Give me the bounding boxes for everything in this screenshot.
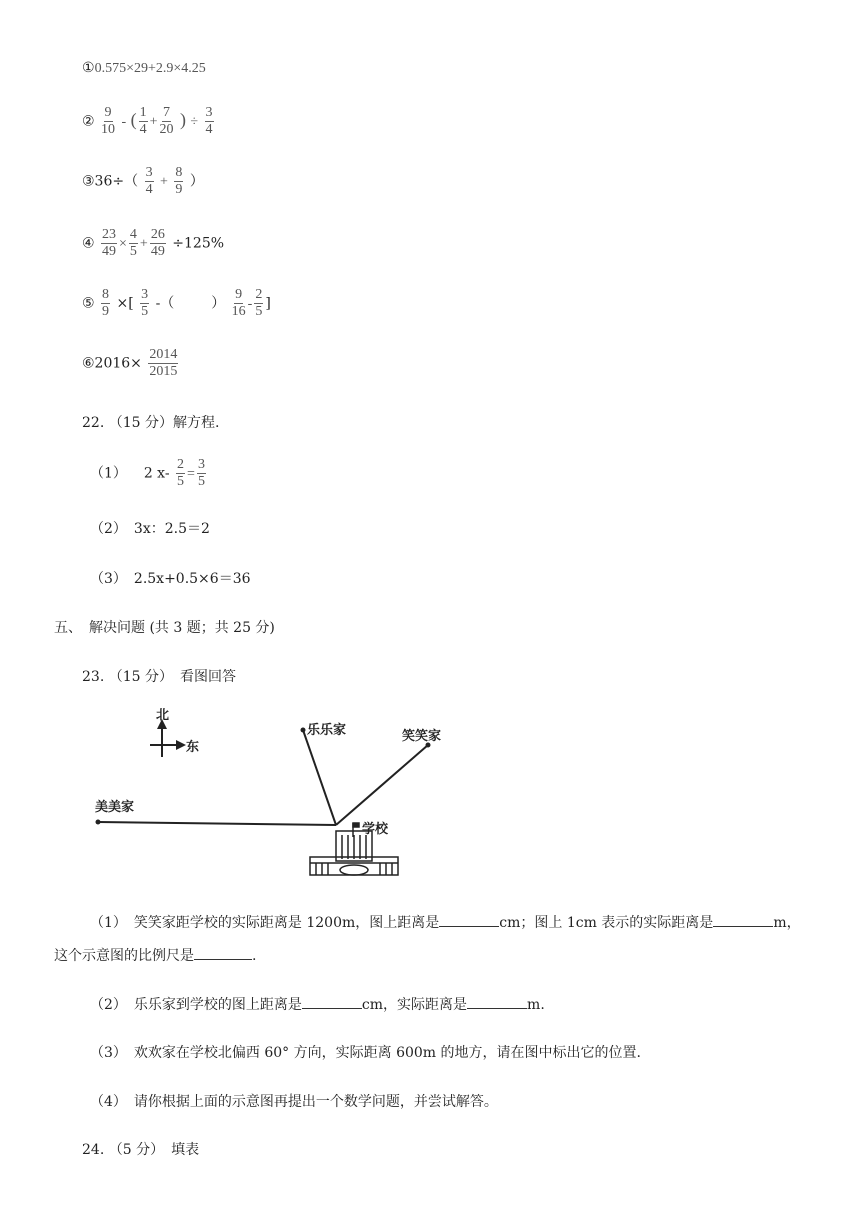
equation-3: （3） 2.5x+0.5×6＝36: [90, 571, 251, 587]
fraction: $\frac{7}{20}$: [159, 105, 174, 137]
equation-2: （2） 3x：2.5＝2: [90, 521, 210, 537]
paren: (: [130, 109, 137, 130]
equation-1: [90, 458, 208, 489]
problem-5: [82, 288, 271, 319]
operator: -: [247, 296, 253, 312]
bracket: ]: [265, 295, 271, 312]
operator: +: [149, 114, 158, 130]
fraction: $\frac{2}{5}$: [255, 287, 263, 319]
problem-3: [82, 166, 204, 197]
answer-blank[interactable]: [302, 996, 362, 1009]
subquestion-1: （1） 笑笑家距学校的实际距离是 1200m，图上距离是 cm；图上 1cm 表示的实际距离是 m，: [90, 915, 801, 931]
subquestion-4: （4） 请你根据上面的示意图再提出一个数学问题，并尝试解答。: [90, 1094, 498, 1110]
question-23-title: 23. （15 分） 看图回答: [82, 669, 236, 685]
route-lele: [303, 730, 336, 825]
fraction: $\frac{1}{4}$: [139, 105, 147, 137]
subquestion-3: （3） 欢欢家在学校北偏西 60° 方向，实际距离 600m 的地方，请在图中标出它的位置.: [90, 1045, 641, 1061]
fraction: $\frac{3}{5}$: [197, 457, 205, 489]
fraction: $\frac{9}{10}$: [101, 105, 116, 137]
fraction: $\frac{9}{16}$: [231, 287, 246, 319]
east-label: 东: [186, 740, 200, 755]
operator: +: [160, 174, 168, 190]
xiaoxiao-label: 笑笑家: [402, 729, 442, 744]
section-heading: 五、 解决问题 (共 3 题；共 25 分): [54, 620, 275, 636]
problem-1: [82, 60, 206, 77]
subquestion-2: （2） 乐乐家到学校的图上距离是 cm，实际距离是 m.: [90, 997, 545, 1013]
fraction: $\frac{4}{5}$: [129, 227, 137, 259]
problem-number: ①: [82, 60, 95, 76]
paren: ): [179, 109, 186, 130]
expression: ⑥2016×: [82, 355, 142, 372]
operator: -（: [155, 295, 175, 312]
problem-4: [82, 228, 224, 259]
question-24-title: 24. （5 分） 填表: [82, 1142, 200, 1158]
problem-number: ⑤: [82, 295, 95, 312]
expression: 2 x-: [143, 465, 170, 482]
operator: =: [187, 466, 195, 482]
fraction: $\frac{3}{4}$: [205, 105, 213, 137]
expression: 0.575×29+2.9×4.25: [94, 61, 206, 76]
lele-label: 乐乐家: [307, 723, 347, 738]
fraction: $\frac{8}{9}$: [102, 287, 110, 319]
fraction: $\frac{8}{9}$: [175, 165, 183, 197]
problem-6: [82, 348, 180, 379]
route-meimei: [98, 822, 336, 825]
fraction: $\frac{26}{49}$: [150, 227, 165, 259]
answer-blank[interactable]: [439, 914, 499, 927]
paren: ）: [189, 173, 204, 190]
question-22-title: 22. （15 分）解方程.: [82, 415, 220, 431]
fraction: $\frac{2014}{2015}$: [149, 347, 178, 379]
school-label: 学校: [362, 822, 389, 837]
fraction: $\frac{3}{4}$: [145, 165, 153, 197]
operator: ×: [119, 236, 127, 252]
operator: +: [139, 236, 148, 252]
problem-number: ②: [82, 113, 95, 130]
expression: ÷125%: [172, 235, 225, 252]
expression: ③36÷（: [82, 173, 139, 190]
fraction: $\frac{23}{49}$: [102, 227, 117, 259]
fraction: $\frac{2}{5}$: [177, 457, 185, 489]
route-xiaoxiao: [336, 745, 428, 825]
sub-label: （1）: [90, 465, 127, 482]
map-diagram: [80, 705, 460, 885]
operator: -: [121, 114, 127, 130]
north-label: 北: [156, 708, 170, 723]
problem-2: [82, 106, 216, 137]
fraction: $\frac{3}{5}$: [141, 287, 149, 319]
answer-blank[interactable]: [194, 947, 252, 960]
answer-blank[interactable]: [467, 996, 527, 1009]
compass-icon: [150, 708, 199, 757]
paren: ）: [211, 295, 226, 312]
operator: ÷: [190, 114, 199, 130]
subquestion-1-cont: 这个示意图的比例尺是 .: [54, 948, 257, 964]
operator: ×[: [116, 295, 134, 312]
problem-number: ④: [82, 235, 95, 252]
answer-blank[interactable]: [713, 914, 773, 927]
meimei-label: 美美家: [95, 800, 135, 815]
